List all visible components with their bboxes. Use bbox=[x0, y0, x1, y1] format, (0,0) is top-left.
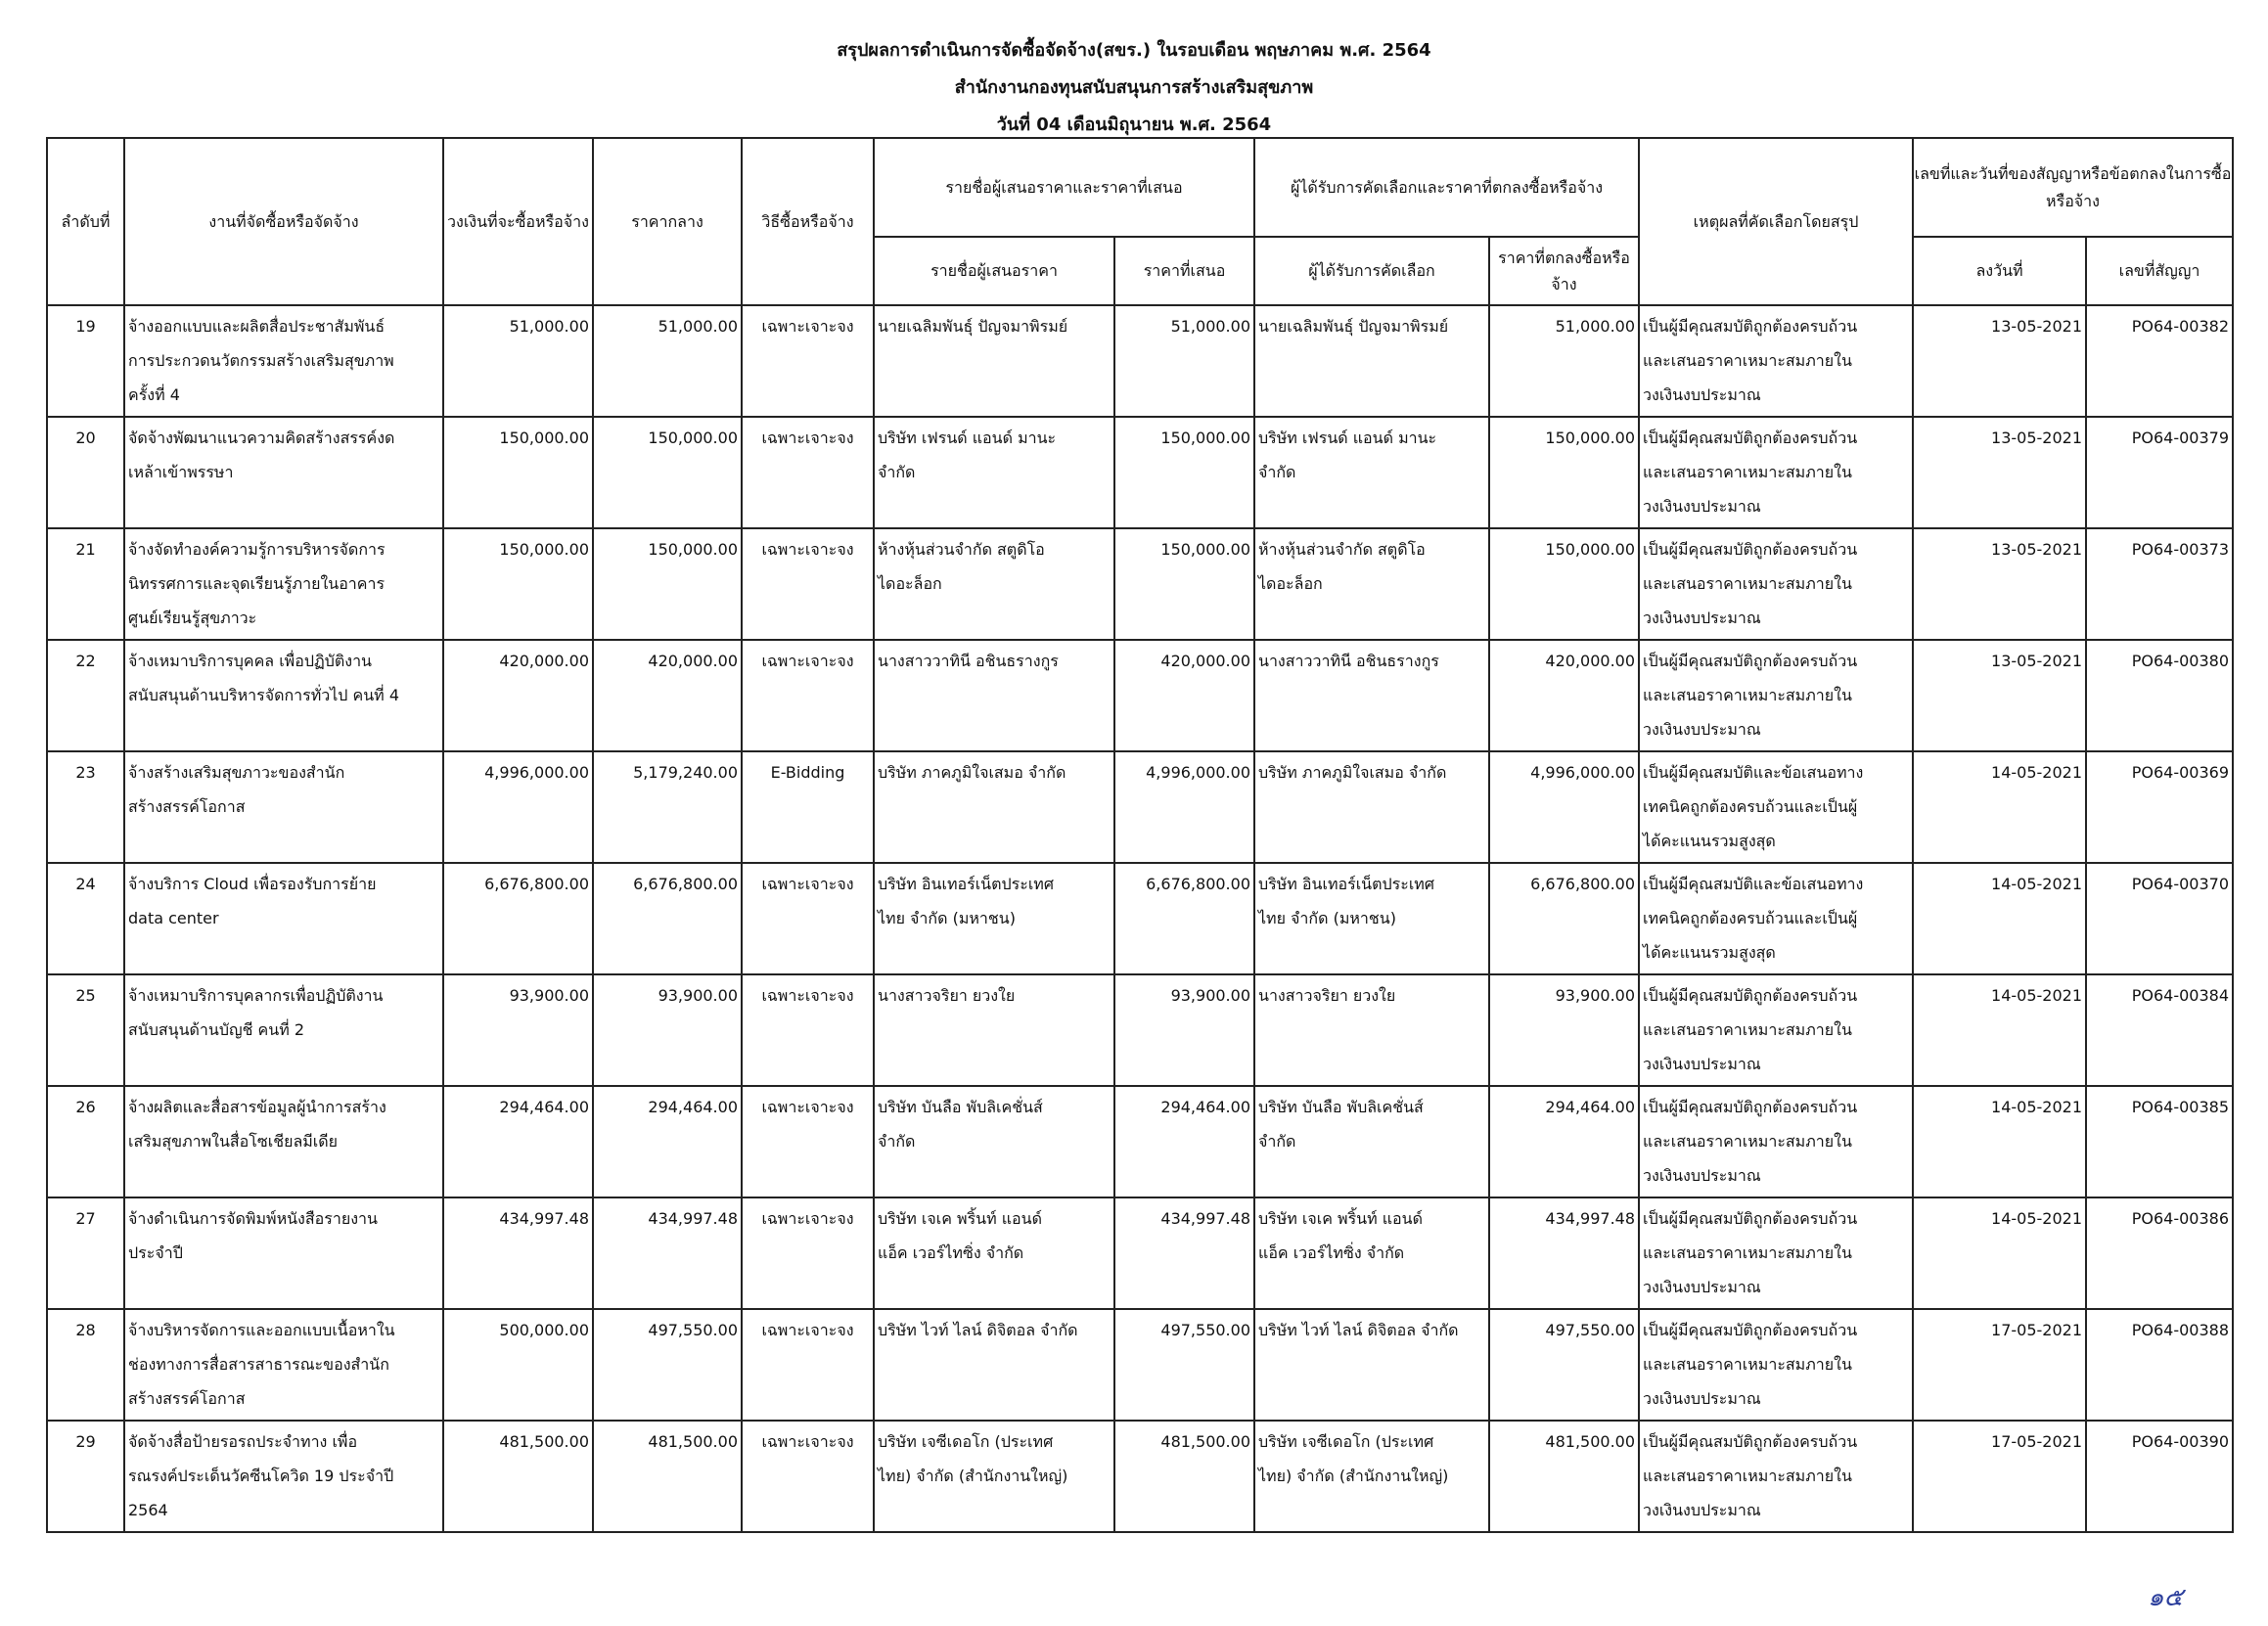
budget-cell: 150,000.00 bbox=[443, 528, 593, 640]
header-median-price: ราคากลาง bbox=[593, 138, 742, 305]
reason-cell bbox=[1639, 1197, 1913, 1309]
agreed-price-cell: 51,000.00 bbox=[1489, 305, 1639, 417]
bidder-name-cell bbox=[874, 1086, 1114, 1197]
reason-cell bbox=[1639, 305, 1913, 417]
header-contract-no: เลขที่สัญญา bbox=[2086, 237, 2233, 305]
bidder-name-cell bbox=[874, 417, 1114, 528]
cell-line: ไทย จำกัด (มหาชน) bbox=[1258, 909, 1396, 927]
table-row bbox=[47, 974, 2233, 1086]
cell-line: ได้คะแนนรวมสูงสุด bbox=[1643, 943, 1776, 962]
cell-line: เทคนิคถูกต้องครบถ้วนและเป็นผู้ bbox=[1643, 797, 1858, 816]
cell-line: เป็นผู้มีคุณสมบัติและข้อเสนอทาง bbox=[1643, 875, 1864, 893]
cell-line: จำกัด bbox=[878, 463, 916, 481]
cell-line: วงเงินงบประมาณ bbox=[1643, 497, 1761, 516]
cell-line: เทคนิคถูกต้องครบถ้วนและเป็นผู้ bbox=[1643, 909, 1858, 927]
agreed-price-cell: 420,000.00 bbox=[1489, 640, 1639, 751]
cell-line: ไดอะล็อก bbox=[1258, 574, 1323, 593]
contract-date-cell: 14-05-2021 bbox=[1913, 863, 2086, 974]
bid-price-cell: 150,000.00 bbox=[1114, 528, 1254, 640]
reason-cell bbox=[1639, 974, 1913, 1086]
selected-name-cell bbox=[1254, 528, 1489, 640]
bid-price-cell: 420,000.00 bbox=[1114, 640, 1254, 751]
cell-line: เป็นผู้มีคุณสมบัติถูกต้องครบถ้วน bbox=[1643, 429, 1858, 447]
cell-line: บริษัท ไวท์ ไลน์ ดิจิตอล จำกัด bbox=[878, 1321, 1078, 1339]
selected-name-cell bbox=[1254, 1197, 1489, 1309]
method-cell: เฉพาะเจาะจง bbox=[742, 863, 874, 974]
header-work: งานที่จัดซื้อหรือจัดจ้าง bbox=[124, 138, 443, 305]
cell-line: นิทรรศการและจุดเรียนรู้ภายในอาคาร bbox=[128, 574, 386, 593]
cell-line: จำกัด bbox=[1258, 463, 1296, 481]
cell-line: ห้างหุ้นส่วนจำกัด สตูดิโอ bbox=[878, 540, 1045, 559]
contract-no-cell: PO64-00373 bbox=[2086, 528, 2233, 640]
cell-line: และเสนอราคาเหมาะสมภายใน bbox=[1643, 1132, 1852, 1151]
header-bidders-group: รายชื่อผู้เสนอราคาและราคาที่เสนอ bbox=[874, 138, 1254, 237]
header-bidder-name: รายชื่อผู้เสนอราคา bbox=[874, 237, 1114, 305]
agreed-price-cell: 150,000.00 bbox=[1489, 528, 1639, 640]
bid-price-cell: 434,997.48 bbox=[1114, 1197, 1254, 1309]
cell-line: 2564 bbox=[128, 1501, 168, 1519]
cell-line: วงเงินงบประมาณ bbox=[1643, 385, 1761, 404]
bidder-name-cell bbox=[874, 863, 1114, 974]
reason-cell bbox=[1639, 1421, 1913, 1532]
procurement-table bbox=[46, 137, 2234, 1533]
contract-no-cell: PO64-00388 bbox=[2086, 1309, 2233, 1421]
cell-line: ไทย จำกัด (มหาชน) bbox=[878, 909, 1016, 927]
method-cell: เฉพาะเจาะจง bbox=[742, 305, 874, 417]
cell-line: จ้างเหมาบริการบุคคล เพื่อปฏิบัติงาน bbox=[128, 652, 372, 670]
organization-name: สำนักงานกองทุนสนับสนุนการสร้างเสริมสุขภาพ bbox=[954, 77, 1314, 98]
cell-line: บริษัท เจเค พริ้นท์ แอนด์ bbox=[1258, 1209, 1423, 1228]
header-method: วิธีซื้อหรือจ้าง bbox=[742, 138, 874, 305]
method-cell: เฉพาะเจาะจง bbox=[742, 974, 874, 1086]
budget-cell: 51,000.00 bbox=[443, 305, 593, 417]
bidder-name-cell bbox=[874, 528, 1114, 640]
cell-line: ไดอะล็อก bbox=[878, 574, 942, 593]
bidder-name-cell bbox=[874, 1309, 1114, 1421]
row-number-cell: 24 bbox=[47, 863, 124, 974]
bidder-name-cell bbox=[874, 1421, 1114, 1532]
contract-date-cell: 14-05-2021 bbox=[1913, 751, 2086, 863]
cell-line: จ้างบริการ Cloud เพื่อรองรับการย้าย bbox=[128, 875, 377, 893]
contract-no-cell: PO64-00390 bbox=[2086, 1421, 2233, 1532]
budget-cell: 4,996,000.00 bbox=[443, 751, 593, 863]
selected-name-cell bbox=[1254, 1421, 1489, 1532]
cell-line: บริษัท เจเค พริ้นท์ แอนด์ bbox=[878, 1209, 1042, 1228]
cell-line: จ้างบริหารจัดการและออกแบบเนื้อหาใน bbox=[128, 1321, 395, 1339]
method-cell: เฉพาะเจาะจง bbox=[742, 1309, 874, 1421]
cell-line: วงเงินงบประมาณ bbox=[1643, 609, 1761, 627]
reason-cell bbox=[1639, 1086, 1913, 1197]
contract-date-cell: 14-05-2021 bbox=[1913, 1086, 2086, 1197]
cell-line: การประกวดนวัตกรรมสร้างเสริมสุขภาพ bbox=[128, 351, 394, 370]
cell-line: และเสนอราคาเหมาะสมภายใน bbox=[1643, 1243, 1852, 1262]
cell-line: จ้างดำเนินการจัดพิมพ์หนังสือรายงาน bbox=[128, 1209, 378, 1228]
contract-no-cell: PO64-00386 bbox=[2086, 1197, 2233, 1309]
bid-price-cell: 93,900.00 bbox=[1114, 974, 1254, 1086]
cell-line: จ้างผลิตและสื่อสารข้อมูลผู้นำการสร้าง bbox=[128, 1098, 386, 1116]
cell-line: เป็นผู้มีคุณสมบัติถูกต้องครบถ้วน bbox=[1643, 1432, 1858, 1451]
cell-line: เป็นผู้มีคุณสมบัติถูกต้องครบถ้วน bbox=[1643, 1098, 1858, 1116]
row-number-cell: 29 bbox=[47, 1421, 124, 1532]
bidder-name-cell bbox=[874, 751, 1114, 863]
bid-price-cell: 294,464.00 bbox=[1114, 1086, 1254, 1197]
bid-price-cell: 481,500.00 bbox=[1114, 1421, 1254, 1532]
budget-cell: 93,900.00 bbox=[443, 974, 593, 1086]
cell-line: ช่องทางการสื่อสารสาธารณะของสำนัก bbox=[128, 1355, 389, 1374]
table-row bbox=[47, 863, 2233, 974]
cell-line: บริษัท เฟรนด์ แอนด์ มานะ bbox=[878, 429, 1057, 447]
cell-line: สร้างสรรค์โอกาส bbox=[128, 797, 246, 816]
work-cell bbox=[124, 1421, 443, 1532]
cell-line: เป็นผู้มีคุณสมบัติถูกต้องครบถ้วน bbox=[1643, 1321, 1858, 1339]
row-number-cell: 27 bbox=[47, 1197, 124, 1309]
row-number-cell: 28 bbox=[47, 1309, 124, 1421]
selected-name-cell bbox=[1254, 751, 1489, 863]
reason-cell bbox=[1639, 417, 1913, 528]
row-number-cell: 22 bbox=[47, 640, 124, 751]
median-price-cell: 497,550.00 bbox=[593, 1309, 742, 1421]
budget-cell: 500,000.00 bbox=[443, 1309, 593, 1421]
contract-no-cell: PO64-00380 bbox=[2086, 640, 2233, 751]
method-cell: เฉพาะเจาะจง bbox=[742, 1086, 874, 1197]
cell-line: นายเฉลิมพันธุ์ ปัญจมาพิรมย์ bbox=[878, 317, 1068, 336]
cell-line: จ้างเหมาบริการบุคลากรเพื่อปฏิบัติงาน bbox=[128, 986, 384, 1005]
median-price-cell: 93,900.00 bbox=[593, 974, 742, 1086]
cell-line: ศูนย์เรียนรู้สุขภาวะ bbox=[128, 609, 257, 627]
agreed-price-cell: 294,464.00 bbox=[1489, 1086, 1639, 1197]
reason-cell bbox=[1639, 640, 1913, 751]
method-cell: เฉพาะเจาะจง bbox=[742, 528, 874, 640]
document-title: สรุปผลการดำเนินการจัดซื้อจัดจ้าง(สขร.) ในรอบเดือน พฤษภาคม พ.ศ. 2564 bbox=[837, 40, 1431, 61]
header-agreed-price: ราคาที่ตกลงซื้อหรือจ้าง bbox=[1489, 237, 1639, 305]
work-cell bbox=[124, 417, 443, 528]
agreed-price-cell: 4,996,000.00 bbox=[1489, 751, 1639, 863]
median-price-cell: 434,997.48 bbox=[593, 1197, 742, 1309]
selected-name-cell bbox=[1254, 417, 1489, 528]
selected-name-cell bbox=[1254, 640, 1489, 751]
cell-line: จ้างสร้างเสริมสุขภาวะของสำนัก bbox=[128, 763, 345, 782]
cell-line: วงเงินงบประมาณ bbox=[1643, 1389, 1761, 1408]
median-price-cell: 150,000.00 bbox=[593, 528, 742, 640]
contract-date-cell: 14-05-2021 bbox=[1913, 974, 2086, 1086]
reason-cell bbox=[1639, 863, 1913, 974]
cell-line: และเสนอราคาเหมาะสมภายใน bbox=[1643, 574, 1852, 593]
cell-line: วงเงินงบประมาณ bbox=[1643, 1166, 1761, 1185]
cell-line: เป็นผู้มีคุณสมบัติถูกต้องครบถ้วน bbox=[1643, 1209, 1858, 1228]
cell-line: สร้างสรรค์โอกาส bbox=[128, 1389, 246, 1408]
median-price-cell: 150,000.00 bbox=[593, 417, 742, 528]
header-selected-group: ผู้ได้รับการคัดเลือกและราคาที่ตกลงซื้อหรือจ้าง bbox=[1254, 138, 1639, 237]
method-cell: เฉพาะเจาะจง bbox=[742, 1421, 874, 1532]
cell-line: บริษัท เจซีเดอโก (ประเทศ bbox=[1258, 1432, 1434, 1451]
table-row bbox=[47, 1197, 2233, 1309]
median-price-cell: 5,179,240.00 bbox=[593, 751, 742, 863]
cell-line: จ้างจัดทำองค์ความรู้การบริหารจัดการ bbox=[128, 540, 386, 559]
contract-date-cell: 14-05-2021 bbox=[1913, 1197, 2086, 1309]
cell-line: บริษัท อินเทอร์เน็ตประเทศ bbox=[1258, 875, 1435, 893]
table-row bbox=[47, 640, 2233, 751]
contract-date-cell: 17-05-2021 bbox=[1913, 1309, 2086, 1421]
cell-line: นางสาววาทินี อชินธรางกูร bbox=[1258, 652, 1439, 670]
cell-line: เป็นผู้มีคุณสมบัติถูกต้องครบถ้วน bbox=[1643, 986, 1858, 1005]
row-number-cell: 25 bbox=[47, 974, 124, 1086]
cell-line: บริษัท บันลือ พับลิเคชั่นส์ bbox=[1258, 1098, 1424, 1116]
cell-line: นางสาวจริยา ยวงใย bbox=[1258, 986, 1396, 1005]
cell-line: แอ็ค เวอร์ไทซิ่ง จำกัด bbox=[878, 1243, 1024, 1262]
cell-line: วงเงินงบประมาณ bbox=[1643, 1278, 1761, 1296]
table-row bbox=[47, 1421, 2233, 1532]
cell-line: วงเงินงบประมาณ bbox=[1643, 1501, 1761, 1519]
cell-line: เป็นผู้มีคุณสมบัติถูกต้องครบถ้วน bbox=[1643, 540, 1858, 559]
cell-line: บริษัท ภาคภูมิใจเสมอ จำกัด bbox=[878, 763, 1066, 782]
cell-line: ห้างหุ้นส่วนจำกัด สตูดิโอ bbox=[1258, 540, 1426, 559]
table-row bbox=[47, 751, 2233, 863]
contract-date-cell: 17-05-2021 bbox=[1913, 1421, 2086, 1532]
table-row bbox=[47, 305, 2233, 417]
cell-line: จัดจ้างพัฒนาแนวความคิดสร้างสรรค์งด bbox=[128, 429, 395, 447]
work-cell bbox=[124, 1197, 443, 1309]
cell-line: เสริมสุขภาพในสื่อโซเชียลมีเดีย bbox=[128, 1132, 339, 1151]
method-cell: เฉพาะเจาะจง bbox=[742, 640, 874, 751]
cell-line: จ้างออกแบบและผลิตสื่อประชาสัมพันธ์ bbox=[128, 317, 386, 336]
cell-line: บริษัท เฟรนด์ แอนด์ มานะ bbox=[1258, 429, 1437, 447]
cell-line: เหล้าเข้าพรรษา bbox=[128, 463, 234, 481]
budget-cell: 481,500.00 bbox=[443, 1421, 593, 1532]
table-row bbox=[47, 417, 2233, 528]
cell-line: นางสาววาทินี อชินธรางกูร bbox=[878, 652, 1059, 670]
cell-line: นางสาวจริยา ยวงใย bbox=[878, 986, 1016, 1005]
work-cell bbox=[124, 305, 443, 417]
table-row bbox=[47, 1309, 2233, 1421]
budget-cell: 294,464.00 bbox=[443, 1086, 593, 1197]
method-cell: E-Bidding bbox=[742, 751, 874, 863]
budget-cell: 434,997.48 bbox=[443, 1197, 593, 1309]
cell-line: และเสนอราคาเหมาะสมภายใน bbox=[1643, 1355, 1852, 1374]
reason-cell bbox=[1639, 528, 1913, 640]
cell-line: เป็นผู้มีคุณสมบัติถูกต้องครบถ้วน bbox=[1643, 652, 1858, 670]
bid-price-cell: 4,996,000.00 bbox=[1114, 751, 1254, 863]
cell-line: ครั้งที่ 4 bbox=[128, 385, 180, 404]
cell-line: บริษัท บันลือ พับลิเคชั่นส์ bbox=[878, 1098, 1043, 1116]
table-row bbox=[47, 528, 2233, 640]
method-cell: เฉพาะเจาะจง bbox=[742, 417, 874, 528]
header-no: ลำดับที่ bbox=[47, 138, 124, 305]
work-cell bbox=[124, 528, 443, 640]
cell-line: ไทย) จำกัด (สำนักงานใหญ่) bbox=[1258, 1467, 1449, 1485]
contract-no-cell: PO64-00385 bbox=[2086, 1086, 2233, 1197]
contract-date-cell: 13-05-2021 bbox=[1913, 417, 2086, 528]
contract-no-cell: PO64-00382 bbox=[2086, 305, 2233, 417]
median-price-cell: 420,000.00 bbox=[593, 640, 742, 751]
contract-date-cell: 13-05-2021 bbox=[1913, 640, 2086, 751]
cell-line: จำกัด bbox=[1258, 1132, 1296, 1151]
cell-line: นายเฉลิมพันธุ์ ปัญจมาพิรมย์ bbox=[1258, 317, 1449, 336]
cell-line: วงเงินงบประมาณ bbox=[1643, 1055, 1761, 1073]
cell-line: จำกัด bbox=[878, 1132, 916, 1151]
reason-cell bbox=[1639, 751, 1913, 863]
reason-cell bbox=[1639, 1309, 1913, 1421]
cell-line: data center bbox=[128, 909, 219, 927]
selected-name-cell bbox=[1254, 863, 1489, 974]
work-cell bbox=[124, 640, 443, 751]
selected-name-cell bbox=[1254, 1086, 1489, 1197]
page-number-mark: ๑๕ bbox=[2148, 1583, 2184, 1612]
cell-line: สนับสนุนด้านบริหารจัดการทั่วไป คนที่ 4 bbox=[128, 686, 399, 704]
bid-price-cell: 150,000.00 bbox=[1114, 417, 1254, 528]
median-price-cell: 6,676,800.00 bbox=[593, 863, 742, 974]
bid-price-cell: 497,550.00 bbox=[1114, 1309, 1254, 1421]
cell-line: บริษัท ไวท์ ไลน์ ดิจิตอล จำกัด bbox=[1258, 1321, 1459, 1339]
median-price-cell: 294,464.00 bbox=[593, 1086, 742, 1197]
cell-line: และเสนอราคาเหมาะสมภายใน bbox=[1643, 1020, 1852, 1039]
row-number-cell: 23 bbox=[47, 751, 124, 863]
cell-line: ประจำปี bbox=[128, 1243, 183, 1262]
bidder-name-cell bbox=[874, 305, 1114, 417]
selected-name-cell bbox=[1254, 305, 1489, 417]
cell-line: รณรงค์ประเด็นวัคซีนโควิด 19 ประจำปี bbox=[128, 1467, 394, 1485]
document-date: วันที่ 04 เดือนมิถุนายน พ.ศ. 2564 bbox=[996, 114, 1272, 135]
row-number-cell: 19 bbox=[47, 305, 124, 417]
budget-cell: 150,000.00 bbox=[443, 417, 593, 528]
header-bid-price: ราคาที่เสนอ bbox=[1114, 237, 1254, 305]
cell-line: และเสนอราคาเหมาะสมภายใน bbox=[1643, 1467, 1852, 1485]
contract-date-cell: 13-05-2021 bbox=[1913, 528, 2086, 640]
selected-name-cell bbox=[1254, 974, 1489, 1086]
agreed-price-cell: 93,900.00 bbox=[1489, 974, 1639, 1086]
contract-no-cell: PO64-00384 bbox=[2086, 974, 2233, 1086]
contract-no-cell: PO64-00369 bbox=[2086, 751, 2233, 863]
header-contract-group: เลขที่และวันที่ของสัญญาหรือข้อตกลงในการซื้อหรือจ้าง bbox=[1913, 138, 2233, 237]
agreed-price-cell: 497,550.00 bbox=[1489, 1309, 1639, 1421]
cell-line: และเสนอราคาเหมาะสมภายใน bbox=[1643, 463, 1852, 481]
bid-price-cell: 6,676,800.00 bbox=[1114, 863, 1254, 974]
bid-price-cell: 51,000.00 bbox=[1114, 305, 1254, 417]
cell-line: เป็นผู้มีคุณสมบัติและข้อเสนอทาง bbox=[1643, 763, 1864, 782]
work-cell bbox=[124, 974, 443, 1086]
cell-line: แอ็ค เวอร์ไทซิ่ง จำกัด bbox=[1258, 1243, 1405, 1262]
contract-no-cell: PO64-00370 bbox=[2086, 863, 2233, 974]
header-reason: เหตุผลที่คัดเลือกโดยสรุป bbox=[1639, 138, 1913, 305]
header-selected-name: ผู้ได้รับการคัดเลือก bbox=[1254, 237, 1489, 305]
cell-line: บริษัท ภาคภูมิใจเสมอ จำกัด bbox=[1258, 763, 1447, 782]
budget-cell: 420,000.00 bbox=[443, 640, 593, 751]
header-budget: วงเงินที่จะซื้อหรือจ้าง bbox=[443, 138, 593, 305]
median-price-cell: 51,000.00 bbox=[593, 305, 742, 417]
agreed-price-cell: 150,000.00 bbox=[1489, 417, 1639, 528]
row-number-cell: 21 bbox=[47, 528, 124, 640]
budget-cell: 6,676,800.00 bbox=[443, 863, 593, 974]
bidder-name-cell bbox=[874, 640, 1114, 751]
agreed-price-cell: 6,676,800.00 bbox=[1489, 863, 1639, 974]
cell-line: และเสนอราคาเหมาะสมภายใน bbox=[1643, 351, 1852, 370]
bidder-name-cell bbox=[874, 1197, 1114, 1309]
cell-line: เป็นผู้มีคุณสมบัติถูกต้องครบถ้วน bbox=[1643, 317, 1858, 336]
work-cell bbox=[124, 751, 443, 863]
work-cell bbox=[124, 1309, 443, 1421]
header-contract-date: ลงวันที่ bbox=[1913, 237, 2086, 305]
method-cell: เฉพาะเจาะจง bbox=[742, 1197, 874, 1309]
cell-line: ไทย) จำกัด (สำนักงานใหญ่) bbox=[878, 1467, 1068, 1485]
row-number-cell: 26 bbox=[47, 1086, 124, 1197]
work-cell bbox=[124, 863, 443, 974]
contract-no-cell: PO64-00379 bbox=[2086, 417, 2233, 528]
cell-line: จัดจ้างสื่อป้ายรอรถประจำทาง เพื่อ bbox=[128, 1432, 358, 1451]
agreed-price-cell: 434,997.48 bbox=[1489, 1197, 1639, 1309]
bidder-name-cell bbox=[874, 974, 1114, 1086]
contract-date-cell: 13-05-2021 bbox=[1913, 305, 2086, 417]
table-row bbox=[47, 1086, 2233, 1197]
row-number-cell: 20 bbox=[47, 417, 124, 528]
cell-line: ได้คะแนนรวมสูงสุด bbox=[1643, 832, 1776, 850]
cell-line: วงเงินงบประมาณ bbox=[1643, 720, 1761, 739]
selected-name-cell bbox=[1254, 1309, 1489, 1421]
cell-line: สนับสนุนด้านบัญชี คนที่ 2 bbox=[128, 1020, 304, 1039]
work-cell bbox=[124, 1086, 443, 1197]
cell-line: และเสนอราคาเหมาะสมภายใน bbox=[1643, 686, 1852, 704]
agreed-price-cell: 481,500.00 bbox=[1489, 1421, 1639, 1532]
median-price-cell: 481,500.00 bbox=[593, 1421, 742, 1532]
cell-line: บริษัท เจซีเดอโก (ประเทศ bbox=[878, 1432, 1054, 1451]
cell-line: บริษัท อินเทอร์เน็ตประเทศ bbox=[878, 875, 1055, 893]
